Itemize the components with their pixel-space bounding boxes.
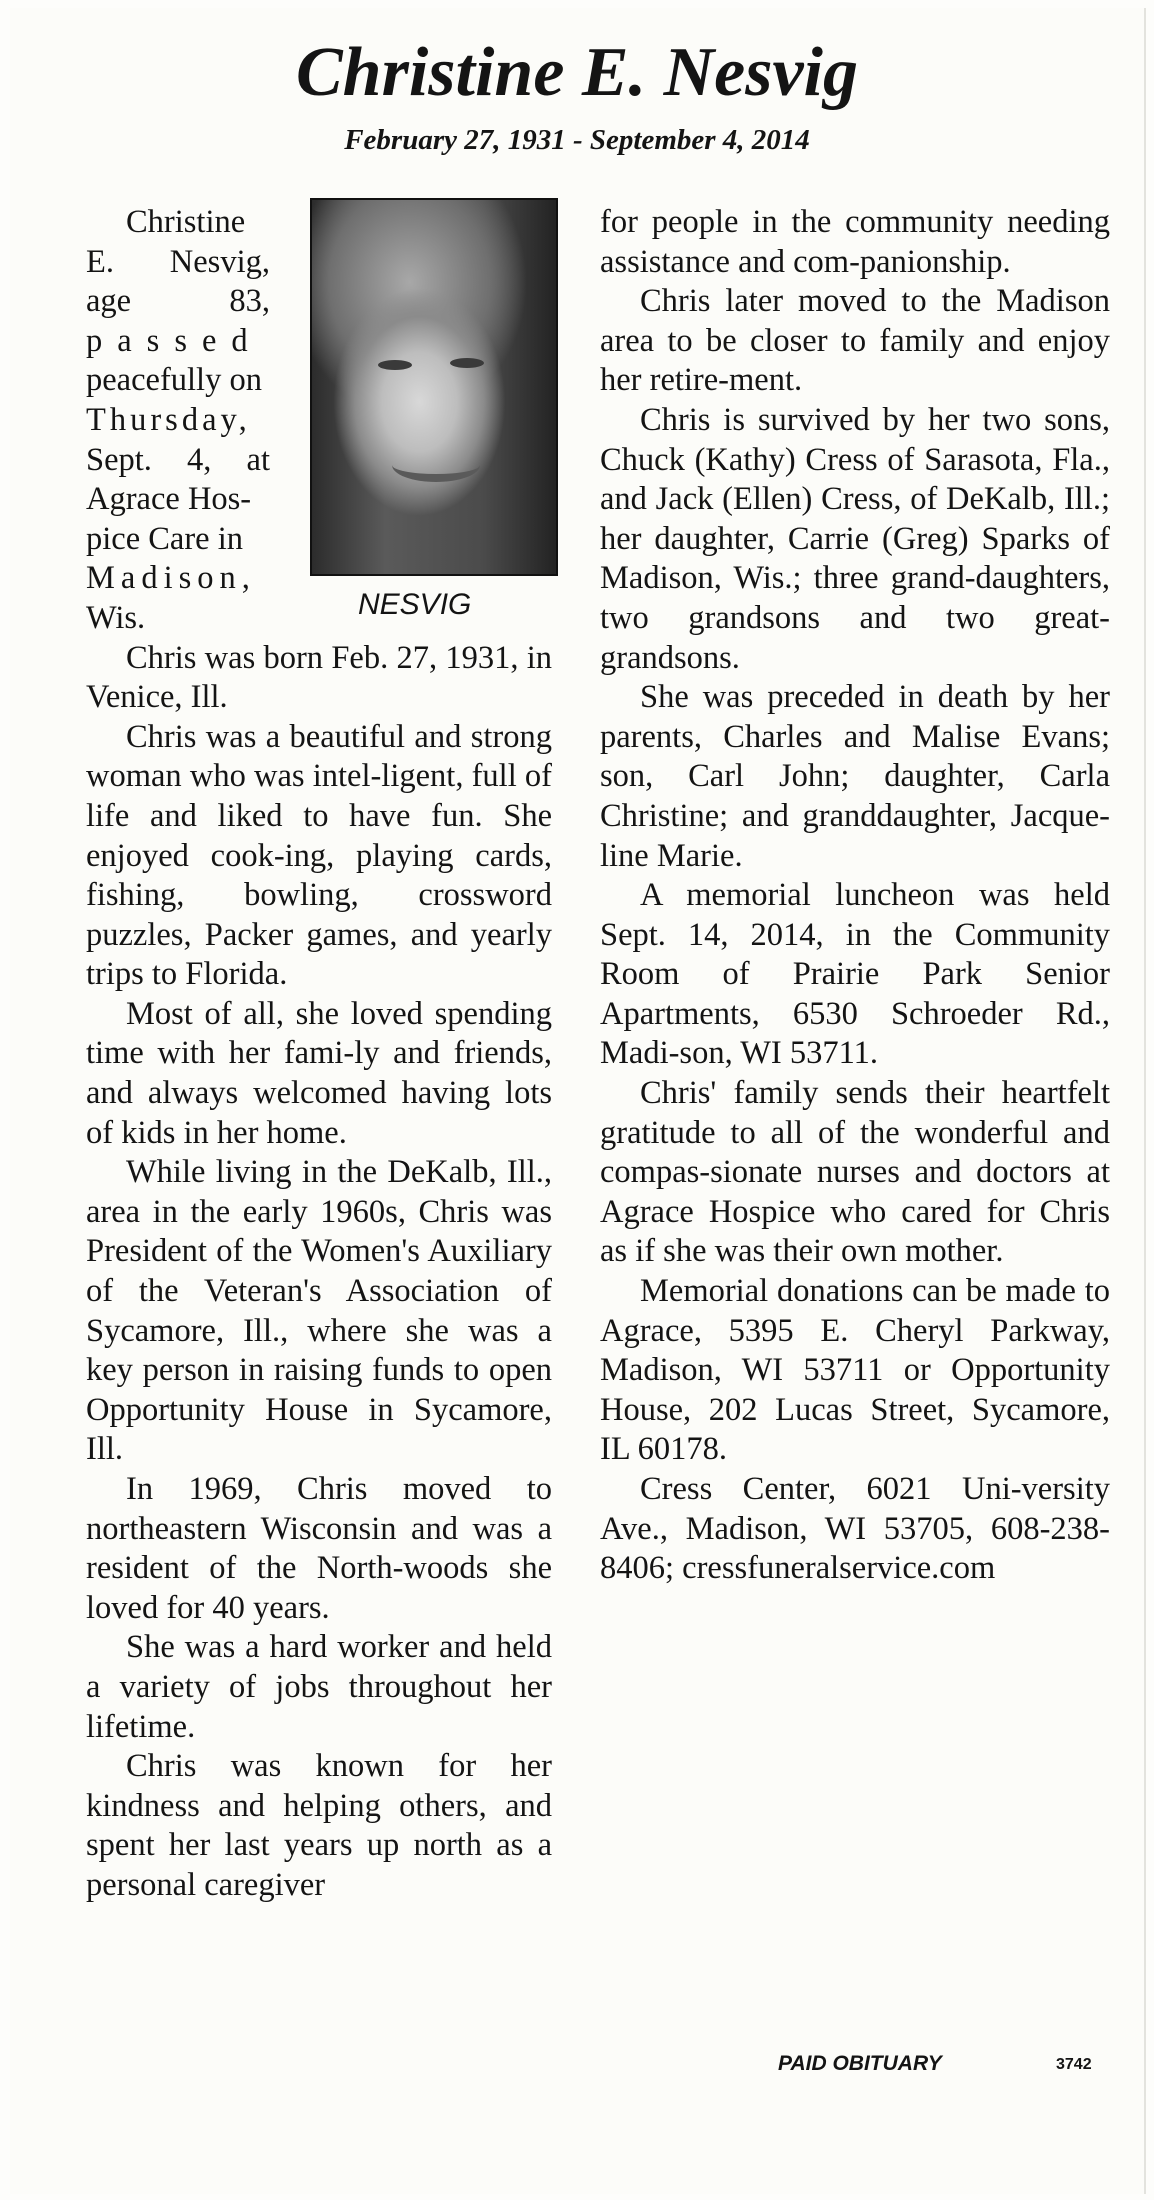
obituary-name-heading: Christine E. Nesvig	[295, 34, 859, 111]
intro-line: Madison,	[86, 560, 256, 597]
paragraph: Cress Center, 6021 Uni-versity Ave., Madison, WI 53705, 608-238-8406; cressfuneralservice.com	[600, 1471, 1110, 1587]
intro-line: age 83,	[86, 283, 270, 320]
intro-line: passed	[86, 322, 263, 359]
intro-line: Wis.	[86, 599, 146, 636]
paragraph: Chris was born Feb. 27, 1931, in Venice, Ill.	[86, 639, 552, 716]
life-dates: February 27, 1931 - September 4, 2014	[344, 124, 810, 156]
intro-line: Thursday,	[86, 401, 251, 438]
paragraph: Chris was known for her kindness and helping others, and spent her last years up north as a personal caregiver	[86, 1748, 552, 1903]
intro-line: Christine	[126, 204, 246, 240]
text-column-right	[600, 203, 1110, 1589]
paragraph: for people in the community needing assistance and com-panionship.	[600, 204, 1110, 280]
paragraph: While living in the DeKalb, Ill., area in the early 1960s, Chris was President of the Women's Auxiliary of the Veteran's Association of Sycamore, Ill., where she was a key person in raising funds to open Opportunity House in Sycamore, Ill.	[86, 1154, 552, 1468]
paragraph: She was preceded in death by her parents, Charles and Malise Evans; son, Carl John; daughter, Carla Christine; and granddaughter, Jacque-line Marie.	[600, 679, 1110, 874]
paragraph: Chris is survived by her two sons, Chuck (Kathy) Cress of Sarasota, Fla., and Jack (Ellen) Cress, of DeKalb, Ill.; her daughter, Carrie (Greg) Sparks of Madison, Wis.; three grand-daughters, two grandsons and two great-grandsons.	[600, 401, 1110, 676]
paragraph: In 1969, Chris moved to northeastern Wisconsin and was a resident of the North-woods she loved for 40 years.	[86, 1471, 552, 1626]
paid-obituary-label: PAID OBITUARY	[778, 2052, 942, 2075]
paragraph: A memorial luncheon was held Sept. 14, 2014, in the Community Room of Prairie Park Senior Apartments, 6530 Schroeder Rd., Madi-son, WI 53711.	[600, 877, 1110, 1072]
paragraph: Chris was a beautiful and strong woman who was intel-ligent, full of life and liked to have fun. She enjoyed cook-ing, playing cards, fishing, bowling, crossword puzzles, Packer games, and yearly trips to Florida.	[86, 718, 552, 993]
paragraph: Memorial donations can be made to Agrace, 5395 E. Cheryl Parkway, Madison, WI 53711 or Opportunity House, 202 Lucas Street, Sycamore, IL 60178.	[600, 1273, 1110, 1468]
intro-line: E. Nesvig,	[86, 243, 270, 280]
paragraph: Most of all, she loved spending time with her fami-ly and friends, and always welcomed having lots of kids in her home.	[86, 995, 552, 1151]
intro-line: Agrace Hos-	[86, 481, 252, 518]
intro-line: pice Care in	[86, 520, 244, 557]
paragraph: She was a hard worker and held a variety of jobs throughout her lifetime.	[86, 1629, 552, 1745]
intro-line: Sept. 4, at	[86, 441, 270, 478]
ad-code: 3742	[1056, 2056, 1092, 2073]
paragraph: Chris later moved to the Madison area to be closer to family and enjoy her retire-ment.	[600, 283, 1110, 399]
intro-line: peacefully on	[86, 362, 262, 399]
photo-caption: NESVIG	[358, 588, 472, 621]
paragraph: Chris' family sends their heartfelt gratitude to all of the wonderful and compas-sionate nurses and doctors at Agrace Hospice who cared for Chris as if she was their own mother.	[600, 1075, 1110, 1270]
intro-lines	[86, 203, 270, 639]
text-column-left	[86, 203, 552, 1906]
